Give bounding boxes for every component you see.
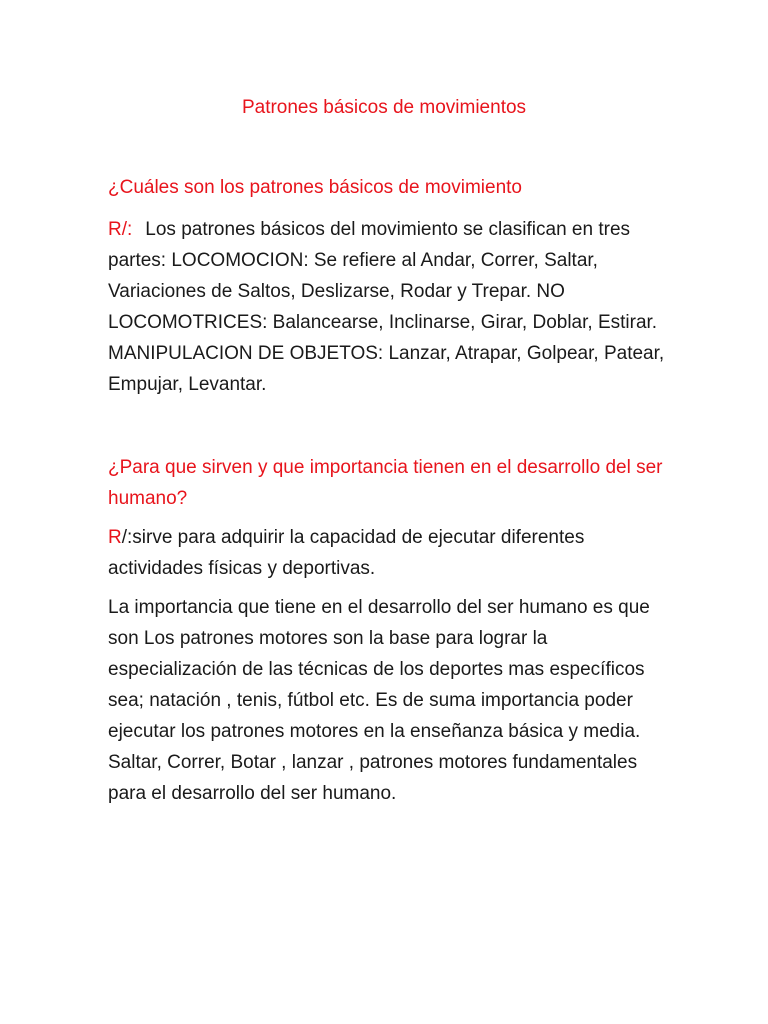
question-2: ¿Para que sirven y que importancia tienen en el desarrollo del ser humano? [108, 457, 663, 509]
paragraph-3: La importancia que tiene en el desarrollo del ser humano es que son Los patrones motores son la base para lograr la especialización de las técnicas de los deportes mas específicos sea; natación , tenis, fútbol etc. Es de suma importancia poder ejecutar los patrones motores en la enseñanza básica y media. Saltar, Correr, Botar , lanzar , patrones motores fundamentales para el desarrollo del ser humano. [108, 597, 650, 804]
answer-2-text: /:sirve para adquirir la capacidad de ejecutar diferentes actividades físicas y deportivas. [108, 527, 585, 579]
answer-1-prefix: R/: [108, 219, 133, 240]
answer-2-prefix: R [108, 527, 122, 548]
answer-1 [108, 214, 668, 400]
answer-1-text: Los patrones básicos del movimiento se clasifican en tres partes: LOCOMOCION: Se refiere al Andar, Correr, Saltar, Variaciones de Saltos, Deslizarse, Rodar y Trepar. NO LOCOMOTRICES: Balancearse, Inclinarse, Girar, Doblar, Estirar. MANIPULACION DE OBJETOS: Lanzar, Atrapar, Golpear, Patear, Empujar, Levantar. [108, 219, 665, 395]
question-1: ¿Cuáles son los patrones básicos de movimiento [108, 177, 522, 198]
document-title: Patrones básicos de movimientos [241, 97, 527, 118]
answer-2 [108, 522, 668, 584]
